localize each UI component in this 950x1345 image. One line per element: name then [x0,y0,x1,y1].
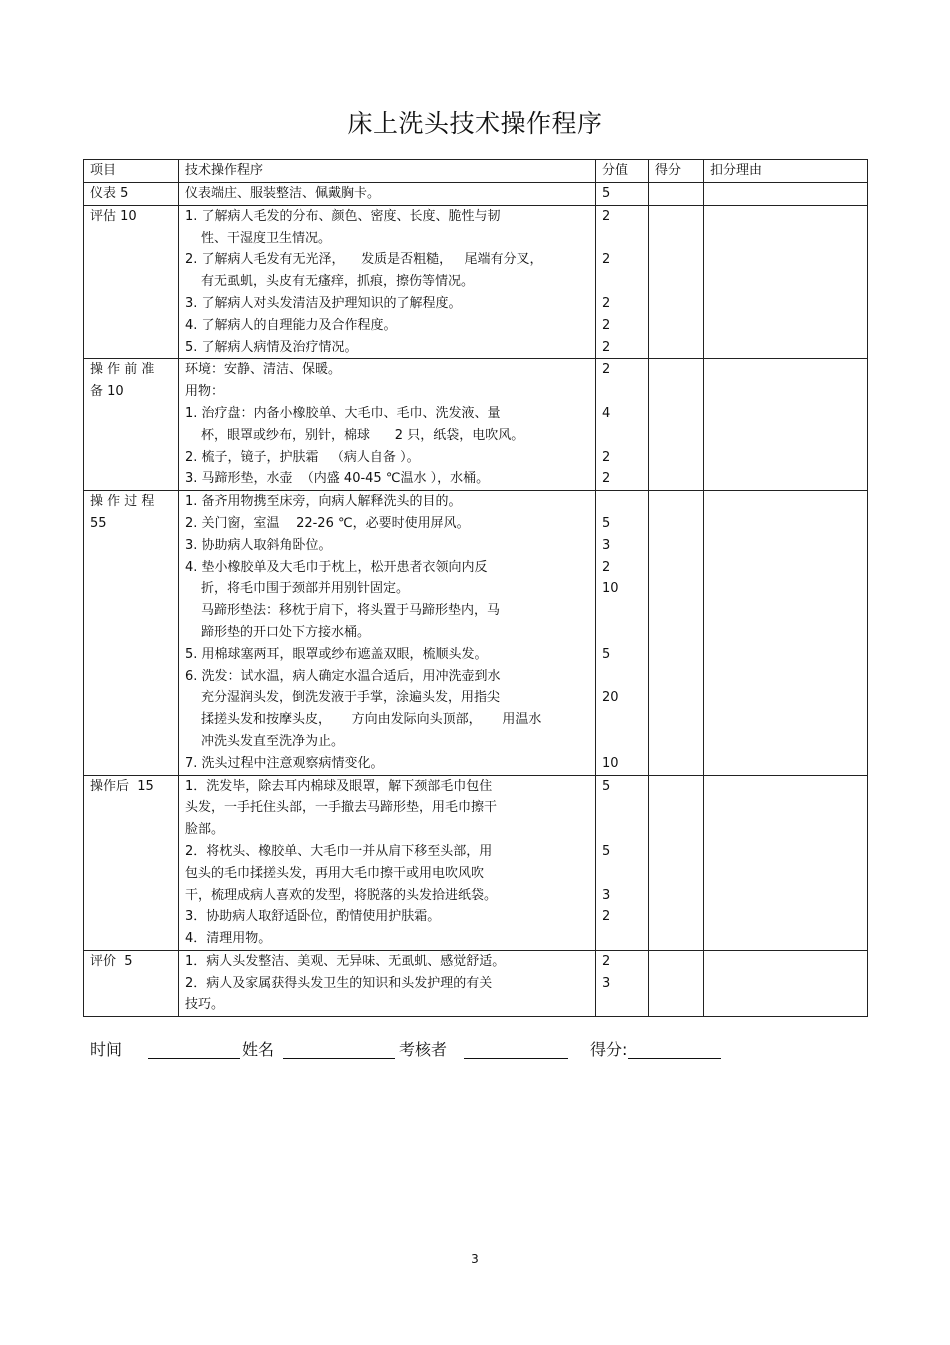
score-entry-cell[interactable] [649,491,704,775]
procedure-line: 1．病人头发整洁、美观、无异味、无虱虮、感觉舒适。 [185,953,506,969]
procedure-line: 7. 洗头过程中注意观察病情变化。 [185,755,384,771]
procedure-cell [179,182,596,205]
points-value: 5 [602,778,611,794]
points-cell [596,491,649,775]
header-item: 项目 [84,160,179,183]
score-entry-cell[interactable] [649,775,704,950]
table-row [84,950,868,1016]
procedure-line: 脸部。 [185,822,225,838]
points-value: 5 [602,843,611,859]
section-item-cell [84,775,179,950]
procedure-line: 蹄形垫的开口处下方接水桶。 [201,624,371,640]
points-value [602,797,648,819]
procedure-line: 马蹄形垫法：移枕于肩下，将头置于马蹄形垫内，马 [201,603,501,619]
table-header-row [84,160,868,183]
examiner-blank[interactable] [464,1058,568,1059]
points-cell [596,950,649,1016]
procedure-line: 2．病人及家属获得头发卫生的知识和头发护理的有关 [185,975,493,991]
points-value: 2 [602,953,611,969]
procedure-line: 干，梳理成病人喜欢的发型，将脱落的头发拾进纸袋。 [185,887,498,903]
section-item-label: 评价 5 [90,953,133,969]
score-label: 得分: [590,1040,628,1059]
section-item-label: 操作后 15 [90,778,154,794]
procedure-line: 4．清理用物。 [185,931,272,947]
section-item-label: 评估 10 [90,208,137,224]
procedure-line: 2. 了解病人毛发有无光泽， 发质是否粗糙， 尾端有分叉， [185,252,543,268]
procedure-cell [179,950,596,1016]
procedure-line: 2．将枕头、橡胶单、大毛巾一并从肩下移至头部，用 [185,843,493,859]
signature-footer [90,1037,870,1063]
procedure-line: 用物： [185,384,225,400]
procedure-line: 3. 马蹄形垫，水壶 （内盛 40-45 ℃温水 ），水桶。 [185,471,490,487]
procedure-cell [179,205,596,359]
points-value [602,228,648,250]
points-value [602,491,648,513]
points-value [602,928,648,950]
points-cell [596,205,649,359]
procedure-line: 4. 了解病人的自理能力及合作程度。 [185,317,397,333]
procedure-line: 3. 了解病人对头发清洁及护理知识的了解程度。 [185,295,462,311]
section-item-label: 操 作 过 程 [90,494,155,510]
section-item-cell [84,182,179,205]
points-value [602,622,648,644]
points-cell [596,775,649,950]
points-cell [596,359,649,491]
procedure-line: 折，将毛巾围于颈部并用别针固定。 [201,581,410,597]
document-title: 床上洗头技术操作程序 [347,109,603,138]
points-value [602,731,648,753]
procedure-line: 2. 梳子，镜子，护肤霜 （病人自备 ）。 [185,449,420,465]
time-label: 时间 [90,1040,123,1059]
score-table [83,159,868,1017]
section-item-cell [84,359,179,491]
points-value [602,381,648,403]
points-value: 2 [602,295,611,311]
procedure-cell [179,491,596,775]
section-item-label: 55 [90,516,107,532]
deduction-reason-cell[interactable] [704,205,868,359]
points-cell [596,182,649,205]
procedure-line: 5. 了解病人病情及治疗情况。 [185,339,358,355]
points-value: 3 [602,537,611,553]
points-value: 4 [602,405,611,421]
procedure-line: 环境：安静、清洁、保暖。 [185,362,342,378]
points-value: 2 [602,252,611,268]
score-entry-cell[interactable] [649,359,704,491]
time-blank[interactable] [148,1058,240,1059]
procedure-line: 5. 用棉球塞两耳，眼罩或纱布遮盖双眼，梳顺头发。 [185,646,488,662]
section-item-cell [84,205,179,359]
procedure-cell [179,359,596,491]
points-value: 2 [602,471,611,487]
header-points: 分值 [596,160,649,183]
points-value: 3 [602,887,611,903]
procedure-cell [179,775,596,950]
procedure-line: 2. 关门窗，室温 22-26 ℃，必要时使用屏风。 [185,515,470,531]
procedure-line: 杯，眼罩或纱布，别针，棉球 2 只，纸袋，电吹风。 [201,427,525,443]
header-deduction-reason: 扣分理由 [704,160,868,183]
points-value: 20 [602,690,619,706]
score-blank[interactable] [628,1058,721,1059]
name-label: 姓名 [242,1040,275,1059]
section-item-label: 操 作 前 准 [90,362,155,378]
points-value: 10 [602,581,619,597]
procedure-line: 1．洗发毕，除去耳内棉球及眼罩，解下颈部毛巾包住 [185,778,493,794]
procedure-line: 1. 备齐用物携至床旁，向病人解释洗头的目的。 [185,494,462,510]
points-value: 2 [602,449,611,465]
table-row [84,775,868,950]
procedure-line: 1. 治疗盘：内备小橡胶单、大毛巾、毛巾、洗发液、量 [185,405,501,421]
table-row [84,491,868,775]
procedure-line: 3．协助病人取舒适卧位，酌情使用护肤霜。 [185,909,441,925]
name-blank[interactable] [283,1058,395,1059]
score-entry-cell[interactable] [649,182,704,205]
procedure-line: 4. 垫小橡胶单及大毛巾于枕上，松开患者衣领向内反 [185,559,488,575]
points-value [602,994,648,1016]
points-value: 2 [602,317,611,333]
procedure-line: 3. 协助病人取斜角卧位。 [185,537,332,553]
points-value: 2 [602,362,611,378]
table-body [84,182,868,1016]
points-value: 2 [602,559,611,575]
procedure-line: 6. 洗发：试水温，病人确定水温合适后，用冲洗壶到水 [185,668,501,684]
procedure-line: 仪表端庄、服装整洁、佩戴胸卡。 [185,185,381,201]
points-value: 3 [602,975,611,991]
score-entry-cell[interactable] [649,205,704,359]
table-row [84,359,868,491]
procedure-line: 包头的毛巾揉搓头发，再用大毛巾擦干或用电吹风吹 [185,865,485,881]
procedure-line: 1. 了解病人毛发的分布、颜色、密度、长度、脆性与韧 [185,208,501,224]
points-value [602,863,648,885]
points-value: 2 [602,909,611,925]
procedure-line: 有无虱虮，头皮有无瘙痒，抓痕，擦伤等情况。 [201,274,475,290]
procedure-line: 头发，一手托住头部，一手撤去马蹄形垫，用毛巾擦干 [185,800,498,816]
examiner-label: 考核者 [399,1040,448,1059]
points-value [602,425,648,447]
deduction-reason-cell[interactable] [704,950,868,1016]
header-score: 得分 [649,160,704,183]
points-value [602,271,648,293]
points-value: 5 [602,646,611,662]
procedure-line: 技巧。 [185,997,225,1013]
procedure-line: 性、干湿度卫生情况。 [201,230,332,246]
points-value: 10 [602,755,619,771]
deduction-reason-cell[interactable] [704,182,868,205]
procedure-line: 充分湿润头发，倒洗发液于手掌，涂遍头发，用指尖 [201,690,501,706]
points-value [602,600,648,622]
procedure-line: 揉搓头发和按摩头皮， 方向由发际向头顶部， 用温水 [201,712,542,728]
table-row [84,205,868,359]
section-item-cell [84,950,179,1016]
table-row [84,182,868,205]
points-value: 5 [602,515,611,531]
section-item-label: 仪表 5 [90,185,129,201]
points-value [602,819,648,841]
points-value: 5 [602,185,611,201]
points-value: 2 [602,339,611,355]
deduction-reason-cell[interactable] [704,775,868,950]
page-number: 3 [471,1252,479,1266]
points-value [602,666,648,688]
procedure-line: 冲洗头发直至洗净为止。 [201,733,345,749]
deduction-reason-cell[interactable] [704,359,868,491]
section-item-cell [84,491,179,775]
points-value: 2 [602,208,611,224]
section-item-label: 备 10 [90,384,124,400]
score-entry-cell[interactable] [649,950,704,1016]
header-procedure: 技术操作程序 [179,160,596,183]
points-value [602,709,648,731]
deduction-reason-cell[interactable] [704,491,868,775]
